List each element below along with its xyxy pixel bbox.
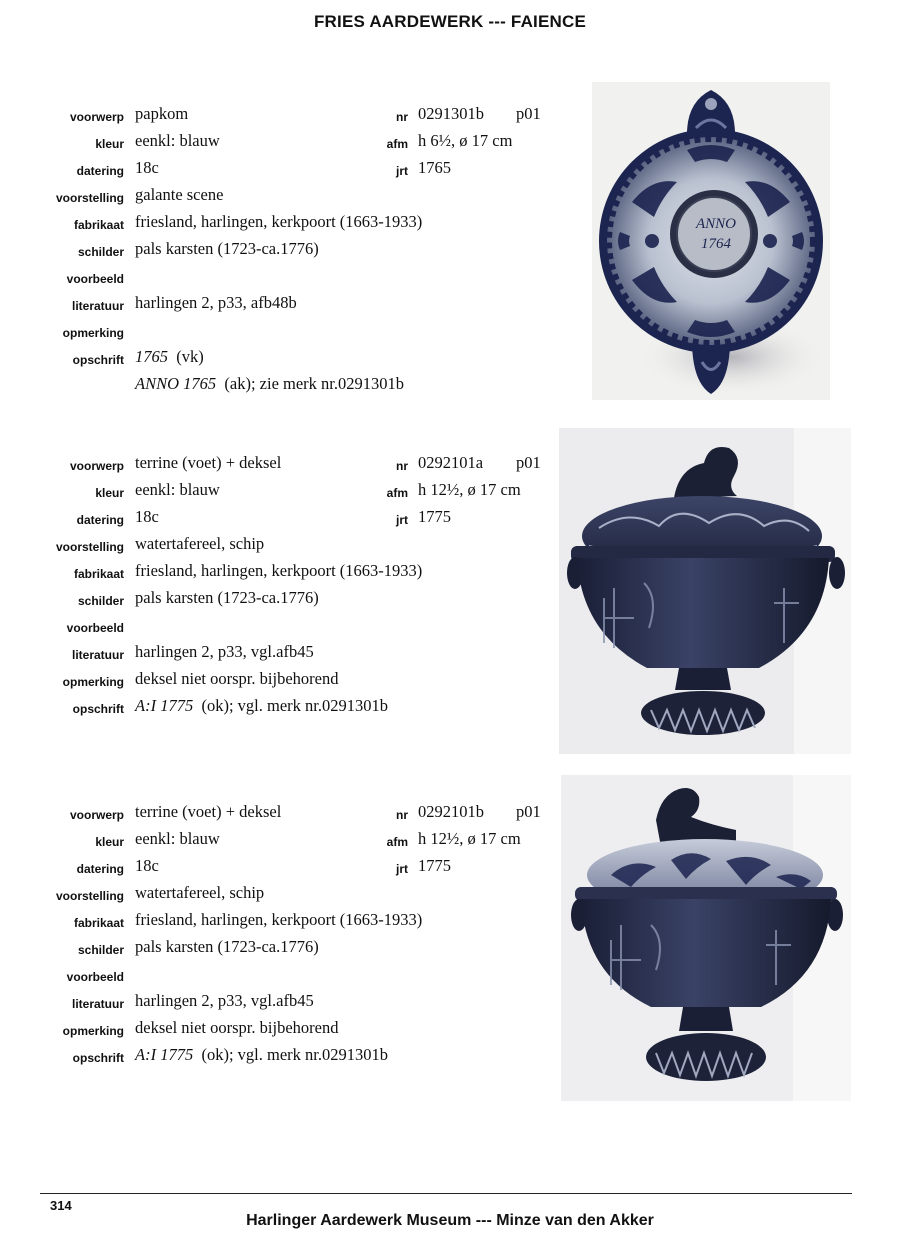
label-opmerking: opmerking — [62, 326, 124, 340]
label-jrt: jrt — [396, 862, 408, 876]
value-literatuur: harlingen 2, p33, afb48b — [135, 293, 297, 312]
label-datering: datering — [76, 862, 124, 876]
label-voorwerp: voorwerp — [69, 808, 124, 822]
page-footer: Harlinger Aardewerk Museum --- Minze van den Akker — [246, 1212, 654, 1229]
value-jrt: 1775 — [418, 507, 451, 526]
label-literatuur: literatuur — [71, 997, 124, 1011]
papkom-inscription-line1: ANNO — [695, 216, 737, 232]
label-voorwerp: voorwerp — [69, 459, 124, 473]
label-kleur: kleur — [95, 835, 124, 849]
label-schilder: schilder — [77, 943, 124, 957]
label-kleur: kleur — [95, 137, 124, 151]
value-fabrikaat: friesland, harlingen, kerkpoort (1663-1933) — [135, 212, 423, 231]
opschrift2-rest: (ak); zie merk nr.0291301b — [224, 374, 405, 393]
label-fabrikaat: fabrikaat — [73, 218, 124, 232]
opschrift-rest: (ok); vgl. merk nr.0291301b — [201, 1045, 388, 1064]
page-number: 314 — [50, 1198, 72, 1213]
label-schilder: schilder — [77, 594, 124, 608]
label-voorbeeld: voorbeeld — [66, 272, 124, 286]
label-opschrift: opschrift — [72, 702, 124, 716]
label-literatuur: literatuur — [71, 299, 124, 313]
label-fabrikaat: fabrikaat — [73, 916, 124, 930]
label-voorstelling: voorstelling — [55, 540, 124, 554]
label-voorbeeld: voorbeeld — [66, 621, 124, 635]
label-opschrift: opschrift — [72, 353, 124, 367]
label-afm: afm — [386, 137, 408, 151]
label-opmerking: opmerking — [62, 1024, 124, 1038]
value-afm: h 6½, ø 17 cm — [418, 131, 513, 150]
opschrift-italic: 1765 — [135, 347, 168, 366]
label-datering: datering — [76, 513, 124, 527]
value-literatuur: harlingen 2, p33, vgl.afb45 — [135, 991, 314, 1010]
value-fabrikaat: friesland, harlingen, kerkpoort (1663-1933) — [135, 910, 423, 929]
value-fabrikaat: friesland, harlingen, kerkpoort (1663-1933) — [135, 561, 423, 580]
label-fabrikaat: fabrikaat — [73, 567, 124, 581]
papkom-illustration — [592, 82, 830, 400]
label-opmerking: opmerking — [62, 675, 124, 689]
value-voorwerp: papkom — [135, 104, 189, 123]
value-jrt: 1775 — [418, 856, 451, 875]
value-afm: h 12½, ø 17 cm — [418, 829, 521, 848]
value-jrt: 1765 — [418, 158, 451, 177]
papkom-inscription-line2: 1764 — [701, 236, 731, 252]
photo-papkom — [592, 82, 830, 400]
value-datering: 18c — [135, 158, 159, 177]
value-opschrift-2 — [135, 374, 404, 394]
label-nr: nr — [396, 110, 408, 124]
label-jrt: jrt — [396, 513, 408, 527]
value-voorstelling: galante scene — [135, 185, 224, 204]
value-opschrift — [135, 1045, 388, 1065]
photo-terrine-b — [561, 775, 851, 1101]
value-nr: 0292101a — [418, 453, 484, 472]
label-jrt: jrt — [396, 164, 408, 178]
page-header: FRIES AARDEWERK --- FAIENCE — [313, 12, 587, 31]
label-nr: nr — [396, 459, 408, 473]
opschrift-rest: (vk) — [176, 347, 204, 366]
label-datering: datering — [76, 164, 124, 178]
opschrift-rest: (ok); vgl. merk nr.0291301b — [201, 696, 388, 715]
footer-rule — [40, 1193, 852, 1194]
label-voorstelling: voorstelling — [55, 889, 124, 903]
value-datering: 18c — [135, 507, 159, 526]
value-schilder: pals karsten (1723-ca.1776) — [135, 239, 319, 258]
opschrift-italic: A:I 1775 — [135, 1045, 194, 1064]
label-afm: afm — [386, 835, 408, 849]
value-datering: 18c — [135, 856, 159, 875]
terrine-b-illustration — [561, 775, 851, 1101]
value-kleur: eenkl: blauw — [135, 131, 220, 150]
label-voorstelling: voorstelling — [55, 191, 124, 205]
value-voorstelling: watertafereel, schip — [135, 534, 265, 553]
label-nr: nr — [396, 808, 408, 822]
value-voorwerp: terrine (voet) + deksel — [135, 802, 282, 821]
terrine-a-illustration — [559, 428, 851, 754]
value-voorstelling: watertafereel, schip — [135, 883, 265, 902]
value-nr: 0291301b — [418, 104, 484, 123]
value-nr: 0292101b — [418, 802, 484, 821]
label-literatuur: literatuur — [71, 648, 124, 662]
opschrift-italic: A:I 1775 — [135, 696, 194, 715]
value-schilder: pals karsten (1723-ca.1776) — [135, 937, 319, 956]
value-page: p01 — [516, 104, 541, 123]
photo-terrine-a — [559, 428, 851, 754]
value-opmerking: deksel niet oorspr. bijbehorend — [135, 669, 339, 688]
label-kleur: kleur — [95, 486, 124, 500]
label-voorwerp: voorwerp — [69, 110, 124, 124]
value-opschrift — [135, 347, 204, 367]
opschrift2-italic: ANNO 1765 — [135, 374, 217, 393]
value-kleur: eenkl: blauw — [135, 480, 220, 499]
label-afm: afm — [386, 486, 408, 500]
label-schilder: schilder — [77, 245, 124, 259]
label-voorbeeld: voorbeeld — [66, 970, 124, 984]
value-opmerking: deksel niet oorspr. bijbehorend — [135, 1018, 339, 1037]
value-afm: h 12½, ø 17 cm — [418, 480, 521, 499]
value-voorwerp: terrine (voet) + deksel — [135, 453, 282, 472]
value-opschrift — [135, 696, 388, 716]
value-schilder: pals karsten (1723-ca.1776) — [135, 588, 319, 607]
value-page: p01 — [516, 802, 541, 821]
value-page: p01 — [516, 453, 541, 472]
value-kleur: eenkl: blauw — [135, 829, 220, 848]
label-opschrift: opschrift — [72, 1051, 124, 1065]
value-literatuur: harlingen 2, p33, vgl.afb45 — [135, 642, 314, 661]
